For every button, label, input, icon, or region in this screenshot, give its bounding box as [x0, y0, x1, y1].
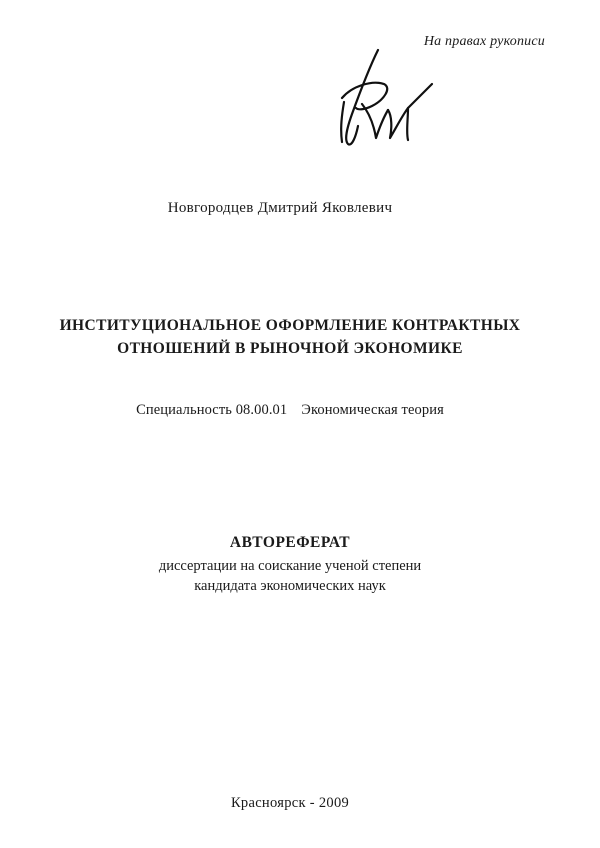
- specialty-line: [20, 402, 560, 419]
- dissertation-title: [20, 314, 560, 360]
- specialty-code: Специальность 08.00.01: [136, 402, 288, 418]
- abstract-heading: АВТОРЕФЕРАТ: [229, 534, 351, 551]
- author-name: Новгородцев Дмитрий Яковлевич: [167, 200, 393, 216]
- handwritten-signature: [322, 44, 442, 154]
- rights-note: На правах рукописи: [423, 34, 545, 49]
- degree-line-1: диссертации на соискание ученой степени: [158, 558, 422, 574]
- degree-line-2: кандидата экономических наук: [194, 578, 386, 594]
- city-year: Красноярск - 2009: [230, 795, 350, 811]
- title-line-1: ИНСТИТУЦИОНАЛЬНОЕ ОФОРМЛЕНИЕ КОНТРАКТНЫХ: [59, 317, 521, 334]
- title-line-2: ОТНОШЕНИЙ В РЫНОЧНОЙ ЭКОНОМИКЕ: [117, 340, 463, 357]
- specialty-name: Экономическая теория: [301, 402, 444, 418]
- degree-description: [20, 556, 560, 596]
